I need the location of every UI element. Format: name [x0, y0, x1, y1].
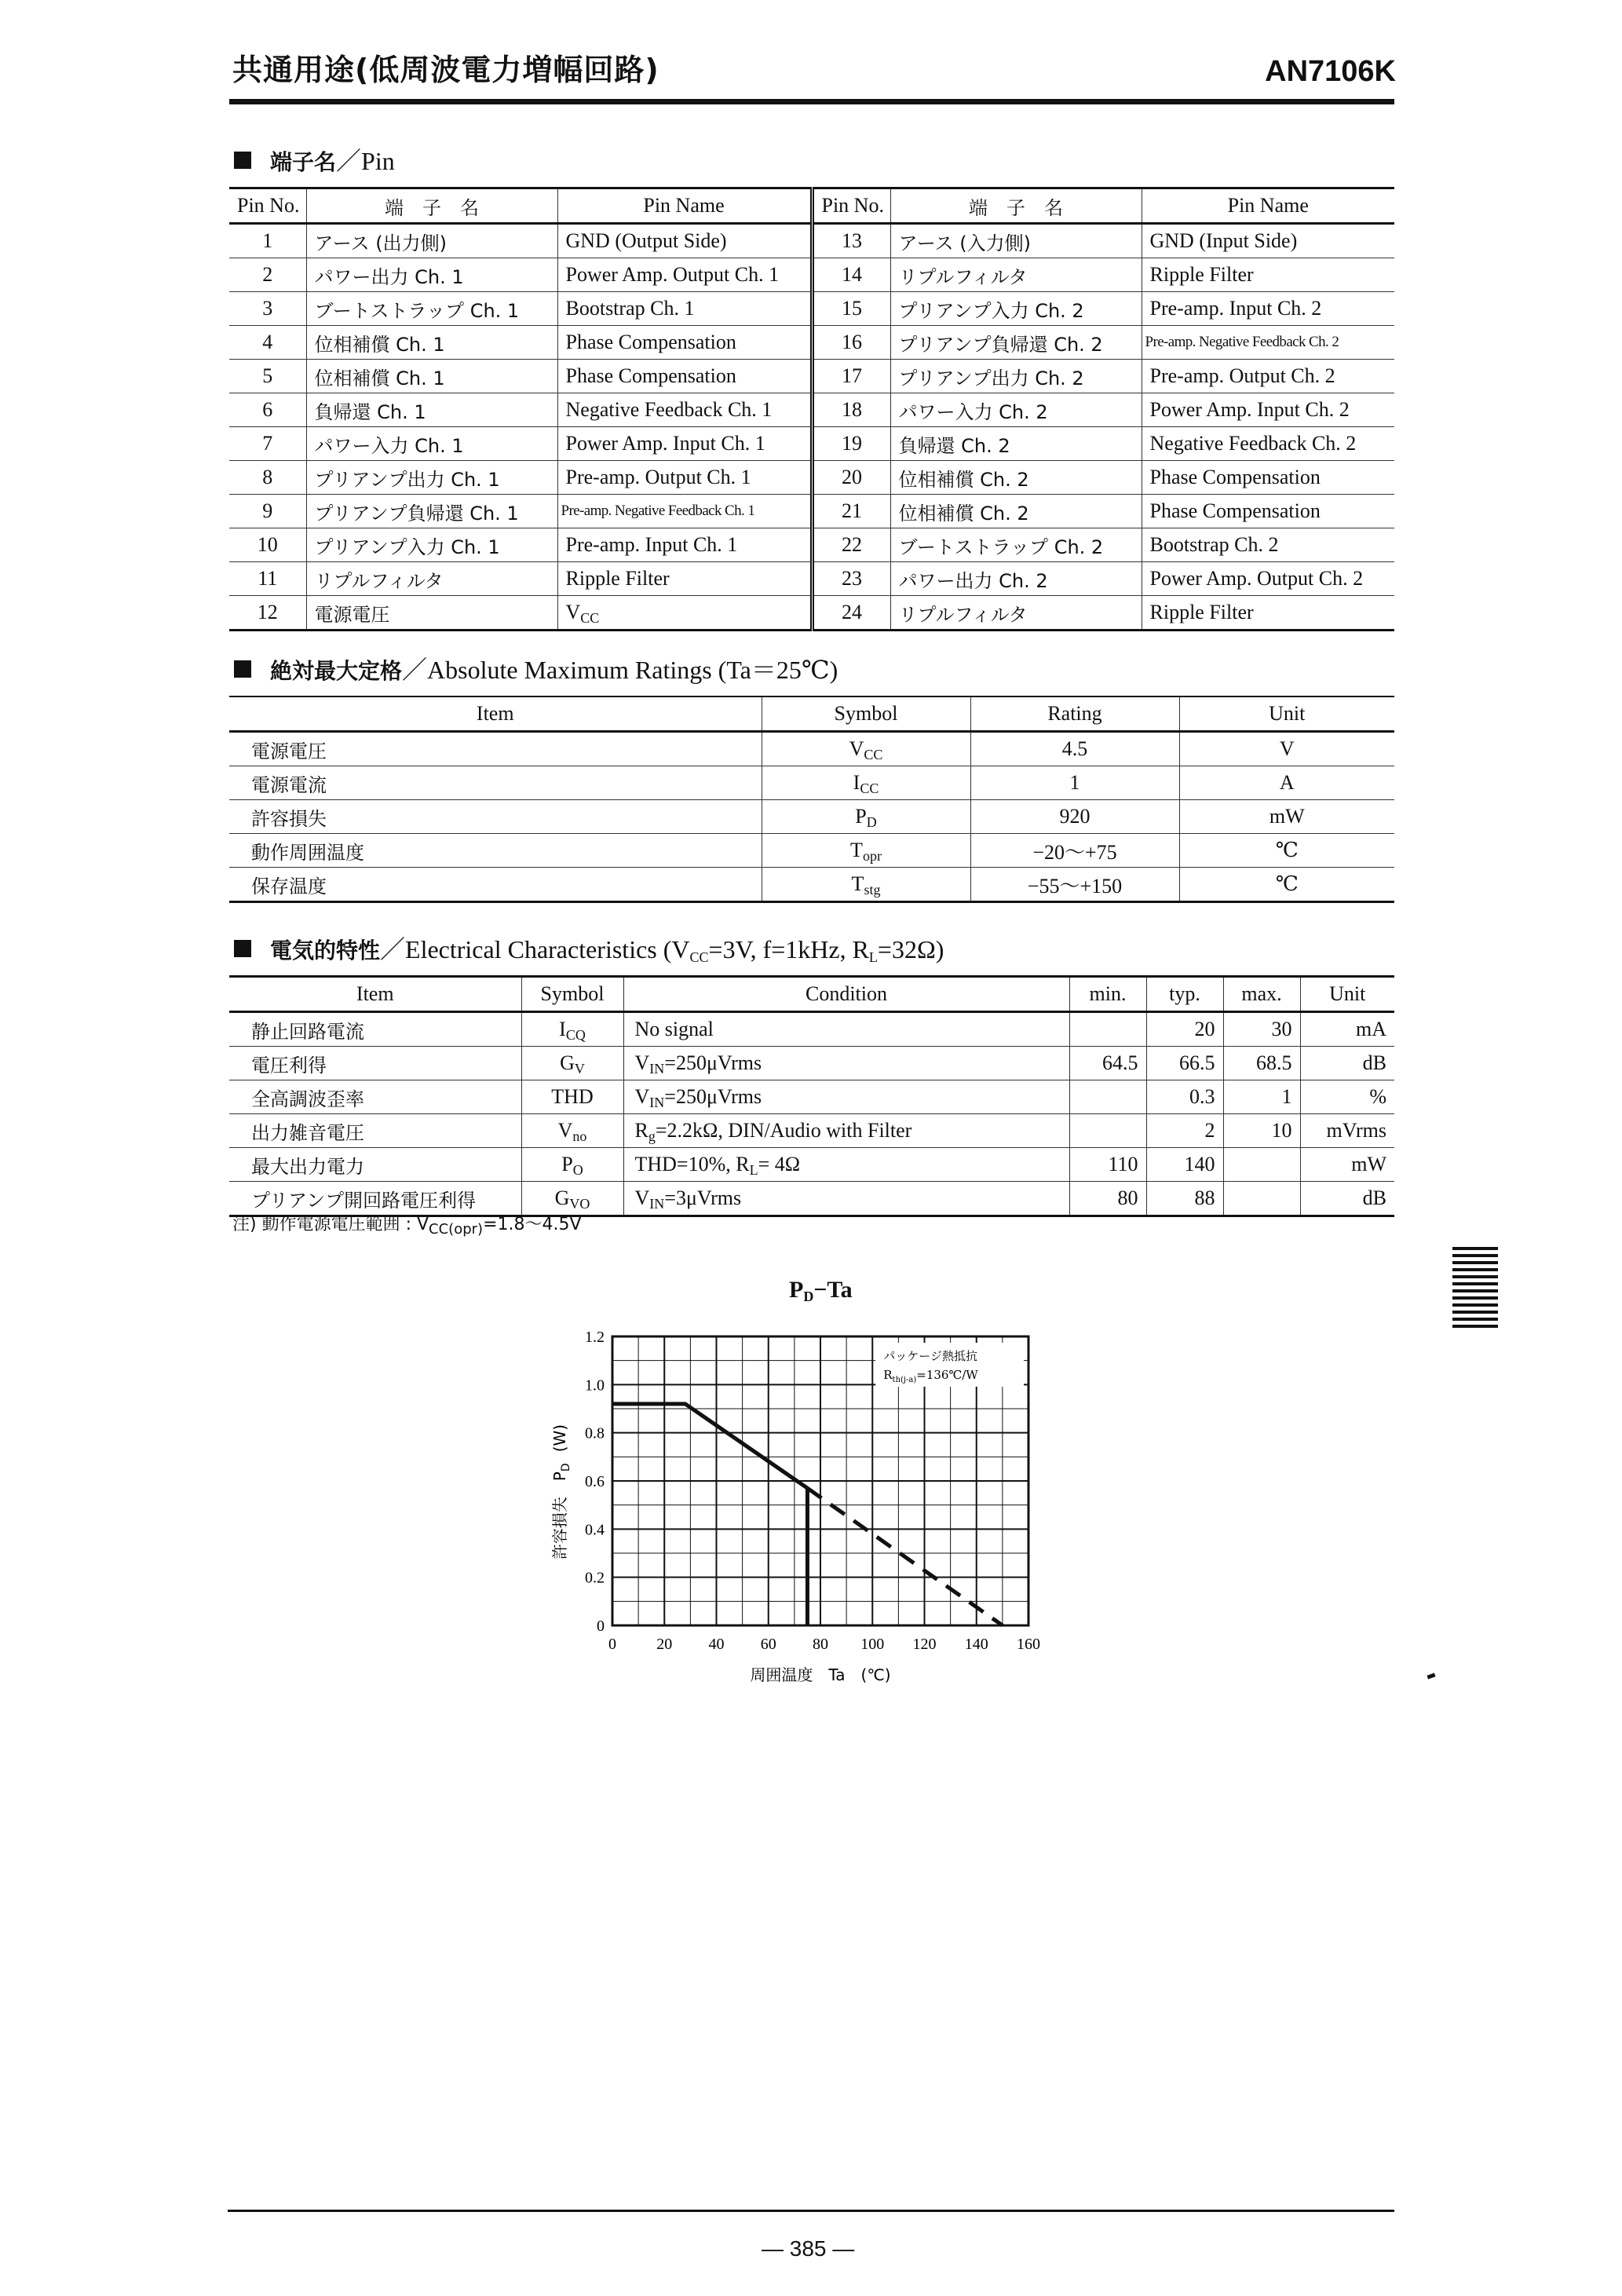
typ-value: 20: [1146, 1012, 1223, 1047]
condition-main: V: [634, 1085, 650, 1108]
header-min: min.: [1069, 977, 1146, 1012]
y-axis-label-unit: (W): [550, 1424, 569, 1453]
terminal-name-jp: プリアンプ出力 Ch. 2: [890, 360, 1142, 393]
pin-name-text: Phase Compensation: [1149, 466, 1321, 488]
unit: mW: [1300, 1148, 1394, 1182]
terminal-name-jp: ブートストラップ Ch. 1: [306, 292, 557, 326]
header-item: Item: [229, 977, 521, 1012]
terminal-name-jp: プリアンプ出力 Ch. 1: [306, 461, 557, 495]
terminal-name-jp: 電源電圧: [306, 596, 557, 631]
section-bullet-icon: [234, 660, 251, 678]
annotation-sub: th(j-a): [892, 1376, 917, 1384]
symbol-sub: V: [574, 1061, 585, 1077]
rating-value: −55〜+150: [970, 868, 1179, 902]
y-tick-label: 1.0: [585, 1377, 605, 1395]
annotation-r: R: [883, 1368, 893, 1382]
pin-name: [1142, 292, 1394, 326]
pin-number: 4: [229, 326, 306, 360]
terminal-name-jp: パワー入力 Ch. 2: [890, 393, 1142, 427]
pin-number: 2: [229, 258, 306, 292]
condition-rest: =250μVrms: [664, 1085, 762, 1108]
pin-name-text: Ripple Filter: [1149, 263, 1254, 286]
symbol-main: T: [850, 839, 863, 861]
pin-name: [1142, 393, 1394, 427]
max-value: [1223, 1182, 1300, 1216]
max-value: 1: [1223, 1080, 1300, 1114]
table-row: [229, 427, 1394, 461]
page-number: — 385 —: [762, 2236, 855, 2261]
symbol: [521, 1114, 623, 1148]
condition-sub: IN: [649, 1061, 665, 1077]
pin-name-text: GND (Output Side): [565, 229, 727, 252]
item-name: 電源電圧: [229, 732, 762, 766]
terminal-name-jp: 位相補償 Ch. 1: [306, 326, 557, 360]
y-axis-label-main: 許容損失 P: [550, 1472, 569, 1560]
part-number: AN7106K: [1265, 55, 1396, 88]
condition: [623, 1047, 1069, 1080]
pin-name-text: Phase Compensation: [565, 364, 736, 387]
terminal-name-jp: プリアンプ負帰還 Ch. 1: [306, 495, 557, 528]
pin-name-text: Power Amp. Input Ch. 2: [1149, 398, 1350, 421]
terminal-name-jp: 負帰還 Ch. 1: [306, 393, 557, 427]
pin-name: [557, 461, 812, 495]
pin-name-text: Power Amp. Output Ch. 1: [565, 263, 780, 286]
table-row: [229, 1148, 1394, 1182]
pin-number: 8: [229, 461, 306, 495]
table-row: [229, 766, 1394, 800]
symbol-main: T: [851, 872, 864, 895]
symbol-sub: CC: [864, 747, 883, 762]
condition-main: R: [634, 1119, 648, 1142]
unit: dB: [1300, 1182, 1394, 1216]
symbol: [521, 1012, 623, 1047]
condition-rest: =3μVrms: [664, 1186, 742, 1209]
footer-rule: [228, 2210, 1394, 2212]
pin-number: 9: [229, 495, 306, 528]
min-value: [1069, 1080, 1146, 1114]
item-name: 許容損失: [229, 800, 762, 834]
condition: [623, 1080, 1069, 1114]
table-row: [229, 1012, 1394, 1047]
symbol-main: P: [855, 805, 867, 828]
pin-name: [557, 292, 812, 326]
item-name: 電圧利得: [229, 1047, 521, 1080]
item-name: 最大出力電力: [229, 1148, 521, 1182]
item-name: プリアンプ開回路電圧利得: [229, 1182, 521, 1216]
header-symbol: Symbol: [762, 696, 970, 732]
header-rating: Rating: [970, 696, 1179, 732]
pin-number: 18: [812, 393, 890, 427]
y-tick-label: 0.8: [585, 1424, 605, 1442]
scan-speck: [1427, 1673, 1435, 1679]
table-row: [229, 562, 1394, 596]
condition-sub: IN: [649, 1196, 665, 1212]
pin-number: 19: [812, 427, 890, 461]
terminal-name-jp: 位相補償 Ch. 1: [306, 360, 557, 393]
abs-max-title: 絶対最大定格／Absolute Maximum Ratings (Ta＝25℃): [234, 650, 838, 686]
table-row: [229, 393, 1394, 427]
condition: [623, 1182, 1069, 1216]
pin-name: [1142, 224, 1394, 258]
header-pin-no: Pin No.: [229, 188, 306, 224]
annotation-rest: =136℃/W: [916, 1368, 978, 1382]
header-typ: typ.: [1146, 977, 1223, 1012]
symbol-sub: stg: [864, 882, 881, 898]
symbol-main: P: [561, 1153, 573, 1175]
table-row: [229, 834, 1394, 868]
terminal-name-jp: プリアンプ負帰還 Ch. 2: [890, 326, 1142, 360]
symbol-main: V: [849, 737, 864, 760]
table-row: [229, 495, 1394, 528]
elec-table: [229, 975, 1394, 1217]
pin-name: [557, 258, 812, 292]
table-row: [229, 596, 1394, 631]
table-row: [229, 528, 1394, 562]
table-row: [229, 224, 1394, 258]
x-tick-label: 140: [964, 1636, 988, 1653]
header-pin-name: Pin Name: [557, 188, 812, 224]
rating-value: 4.5: [970, 732, 1179, 766]
pin-number: 11: [229, 562, 306, 596]
terminal-name-jp: 負帰還 Ch. 2: [890, 427, 1142, 461]
table-row: [229, 360, 1394, 393]
condition-rest: =250μVrms: [664, 1051, 762, 1074]
pin-name-text: Power Amp. Input Ch. 1: [565, 432, 765, 455]
symbol: [762, 766, 970, 800]
y-tick-label: 0.2: [585, 1569, 605, 1587]
symbol-sub: VO: [569, 1196, 590, 1212]
condition-sub: IN: [649, 1095, 665, 1110]
condition: [623, 1148, 1069, 1182]
symbol-main: I: [853, 771, 860, 794]
elec-title: 電気的特性／Electrical Characteristics ($V_{CC}=3V$, f=1kHz, $R_L=32\Omega$): [234, 930, 944, 966]
elec-table-body: [229, 1012, 1394, 1216]
x-tick-label: 120: [912, 1636, 937, 1653]
header-pin-name: Pin Name: [1142, 188, 1394, 224]
series-line-dashed: [807, 1488, 1002, 1625]
unit: %: [1300, 1080, 1394, 1114]
condition-sub: g: [648, 1128, 656, 1144]
y-tick-label: 0: [597, 1618, 605, 1635]
table-row: [229, 461, 1394, 495]
condition-main: No signal: [634, 1018, 714, 1040]
typ-value: 88: [1146, 1182, 1223, 1216]
symbol: [762, 834, 970, 868]
typ-value: 66.5: [1146, 1047, 1223, 1080]
x-tick-label: 60: [760, 1636, 776, 1653]
pin-name: [1142, 427, 1394, 461]
header-item: Item: [229, 696, 762, 732]
header-terminal-name: 端 子 名: [890, 188, 1142, 224]
pin-number: 13: [812, 224, 890, 258]
symbol-sub: CC: [860, 781, 879, 796]
pin-name-text: Phase Compensation: [1149, 499, 1321, 522]
section-index-tab: [1452, 1247, 1498, 1332]
item-name: 全高調波歪率: [229, 1080, 521, 1114]
condition-main: V: [634, 1186, 650, 1209]
pin-number: 3: [229, 292, 306, 326]
pin-section-title: 端子名／Pin: [234, 141, 395, 177]
pin-name-text: Pre-amp. Negative Feedback Ch. 1: [561, 503, 755, 519]
pin-number: 22: [812, 528, 890, 562]
max-value: [1223, 1148, 1300, 1182]
symbol: [521, 1047, 623, 1080]
x-tick-label: 40: [708, 1636, 725, 1653]
pin-name: [557, 495, 812, 528]
pin-number: 1: [229, 224, 306, 258]
table-row: [229, 800, 1394, 834]
condition: [623, 1114, 1069, 1148]
pin-table-body: [229, 224, 1394, 631]
y-tick-label: 1.2: [585, 1329, 605, 1346]
pin-name: [557, 326, 812, 360]
y-axis-label: [550, 1424, 572, 1559]
pin-number: 7: [229, 427, 306, 461]
table-row: [229, 258, 1394, 292]
pin-name: [1142, 495, 1394, 528]
footnote: 注) 動作電源電圧範囲 : $V_{CC(opr)}=1.8$〜4.5V: [232, 1215, 582, 1238]
y-axis-label-sub: D: [560, 1463, 572, 1472]
header-terminal-name: 端 子 名: [306, 188, 557, 224]
condition-main: V: [634, 1051, 650, 1074]
pin-table: [229, 187, 1394, 631]
rating-value: 1: [970, 766, 1179, 800]
symbol: [521, 1080, 623, 1114]
pin-name: [1142, 326, 1394, 360]
pin-name-text: Power Amp. Output Ch. 2: [1149, 567, 1364, 590]
pin-name-text: Pre-amp. Negative Feedback Ch. 2: [1145, 334, 1339, 350]
pin-name-text: Bootstrap Ch. 2: [1149, 533, 1279, 556]
pin-name-text: Bootstrap Ch. 1: [565, 297, 695, 320]
x-tick-label: 100: [860, 1636, 885, 1653]
condition-sub: L: [749, 1162, 758, 1178]
terminal-name-jp: アース (入力側): [890, 224, 1142, 258]
table-row: [229, 326, 1394, 360]
header-condition: Condition: [623, 977, 1069, 1012]
terminal-name-jp: ブートストラップ Ch. 2: [890, 528, 1142, 562]
pin-name-text: Phase Compensation: [565, 331, 736, 353]
header-rule: [229, 99, 1394, 104]
pin-name: [557, 427, 812, 461]
symbol-main: THD: [551, 1085, 594, 1108]
table-row: [229, 1047, 1394, 1080]
unit: mW: [1179, 800, 1394, 834]
symbol: [762, 732, 970, 766]
x-tick-label: 160: [1017, 1636, 1040, 1653]
item-name: 保存温度: [229, 868, 762, 902]
min-value: 80: [1069, 1182, 1146, 1216]
header-symbol: Symbol: [521, 977, 623, 1012]
pin-name-text: Pre-amp. Output Ch. 1: [565, 466, 751, 488]
terminal-name-jp: 位相補償 Ch. 2: [890, 461, 1142, 495]
terminal-name-jp: リプルフィルタ: [890, 596, 1142, 631]
pin-number: 12: [229, 596, 306, 631]
condition-rest: =2.2kΩ, DIN/Audio with Filter: [655, 1119, 912, 1142]
terminal-name-jp: リプルフィルタ: [306, 562, 557, 596]
unit: mA: [1300, 1012, 1394, 1047]
unit: ℃: [1179, 834, 1394, 868]
unit: dB: [1300, 1047, 1394, 1080]
annotation-line1: パッケージ熱抵抗: [883, 1349, 977, 1363]
pin-name-text: Ripple Filter: [1149, 601, 1254, 623]
terminal-name-jp: パワー入力 Ch. 1: [306, 427, 557, 461]
pin-name-text: GND (Input Side): [1149, 229, 1298, 252]
symbol-sub: opr: [862, 848, 882, 864]
x-axis-label: 周囲温度 Ta (℃): [750, 1665, 891, 1684]
rating-value: 920: [970, 800, 1179, 834]
pin-number: 6: [229, 393, 306, 427]
pin-name: [1142, 562, 1394, 596]
table-row: [229, 868, 1394, 902]
max-value: 10: [1223, 1114, 1300, 1148]
symbol: [762, 800, 970, 834]
abs-max-table: [229, 696, 1394, 903]
unit: A: [1179, 766, 1394, 800]
header-max: max.: [1223, 977, 1300, 1012]
min-value: [1069, 1114, 1146, 1148]
pin-number: 14: [812, 258, 890, 292]
pin-name-text: Pre-amp. Output Ch. 2: [1149, 364, 1335, 387]
pin-name: [1142, 360, 1394, 393]
x-tick-label: 20: [656, 1636, 673, 1653]
symbol-main: I: [559, 1018, 566, 1040]
rating-value: −20〜+75: [970, 834, 1179, 868]
pin-name: [557, 596, 812, 631]
condition: [623, 1012, 1069, 1047]
pin-name-text: Pre-amp. Input Ch. 1: [565, 533, 738, 556]
pin-name: [557, 360, 812, 393]
pin-number: 17: [812, 360, 890, 393]
pin-name: [1142, 596, 1394, 631]
pin-number: 10: [229, 528, 306, 562]
unit: mVrms: [1300, 1114, 1394, 1148]
terminal-name-jp: パワー出力 Ch. 2: [890, 562, 1142, 596]
pin-number: 21: [812, 495, 890, 528]
terminal-name-jp: リプルフィルタ: [890, 258, 1142, 292]
pin-number: 24: [812, 596, 890, 631]
x-tick-label: 80: [813, 1636, 828, 1653]
symbol-sub: D: [866, 814, 877, 830]
header-unit: Unit: [1300, 977, 1394, 1012]
pin-name-sub: CC: [580, 610, 600, 626]
terminal-name-jp: プリアンプ入力 Ch. 2: [890, 292, 1142, 326]
typ-value: 2: [1146, 1114, 1223, 1148]
condition-rest: = 4Ω: [758, 1153, 801, 1175]
symbol: [762, 868, 970, 902]
symbol-sub: O: [572, 1162, 583, 1178]
pin-name: [1142, 258, 1394, 292]
pin-name-text: Ripple Filter: [565, 567, 670, 590]
min-value: 110: [1069, 1148, 1146, 1182]
terminal-name-jp: 位相補償 Ch. 2: [890, 495, 1142, 528]
pin-name: [557, 562, 812, 596]
series-line-solid: [612, 1404, 807, 1488]
symbol-sub: no: [572, 1128, 587, 1144]
pin-number: 23: [812, 562, 890, 596]
symbol-main: V: [557, 1119, 573, 1142]
y-tick-label: 0.4: [585, 1521, 605, 1539]
pin-name: [557, 528, 812, 562]
item-name: 静止回路電流: [229, 1012, 521, 1047]
symbol: [521, 1148, 623, 1182]
pin-name: [1142, 461, 1394, 495]
symbol-main: G: [554, 1186, 570, 1209]
pin-number: 15: [812, 292, 890, 326]
pin-number: 20: [812, 461, 890, 495]
symbol-main: G: [560, 1051, 575, 1074]
unit: V: [1179, 732, 1394, 766]
header-pin-no: Pin No.: [812, 188, 890, 224]
abs-max-table-body: [229, 732, 1394, 902]
table-row: [229, 1080, 1394, 1114]
symbol-sub: CQ: [565, 1027, 586, 1043]
pd-ta-chart: [534, 1311, 1099, 1704]
condition-main: THD=10%, R: [634, 1153, 750, 1175]
pin-number: 5: [229, 360, 306, 393]
pin-name: [557, 224, 812, 258]
pin-name: [557, 393, 812, 427]
header-unit: Unit: [1179, 696, 1394, 732]
unit: ℃: [1179, 868, 1394, 902]
min-value: 64.5: [1069, 1047, 1146, 1080]
y-tick-label: 0.6: [585, 1473, 605, 1490]
x-tick-label: 0: [608, 1636, 616, 1653]
document-title: 共通用途(低周波電力増幅回路): [232, 53, 659, 87]
terminal-name-jp: アース (出力側): [306, 224, 557, 258]
terminal-name-jp: パワー出力 Ch. 1: [306, 258, 557, 292]
pin-name-text: Negative Feedback Ch. 1: [565, 398, 773, 421]
section-bullet-icon: [234, 152, 251, 169]
section-bullet-icon: [234, 940, 251, 957]
item-name: 電源電流: [229, 766, 762, 800]
table-row: [229, 732, 1394, 766]
max-value: 68.5: [1223, 1047, 1300, 1080]
pin-name-text: V: [565, 601, 581, 623]
item-name: 動作周囲温度: [229, 834, 762, 868]
table-row: [229, 1114, 1394, 1148]
chart-title: $P_D-Ta$: [789, 1277, 853, 1304]
pin-number: 16: [812, 326, 890, 360]
pin-name: [1142, 528, 1394, 562]
max-value: 30: [1223, 1012, 1300, 1047]
typ-value: 140: [1146, 1148, 1223, 1182]
table-row: [229, 292, 1394, 326]
typ-value: 0.3: [1146, 1080, 1223, 1114]
pin-name-text: Negative Feedback Ch. 2: [1149, 432, 1357, 455]
terminal-name-jp: プリアンプ入力 Ch. 1: [306, 528, 557, 562]
item-name: 出力雑音電圧: [229, 1114, 521, 1148]
pin-name-text: Pre-amp. Input Ch. 2: [1149, 297, 1322, 320]
min-value: [1069, 1012, 1146, 1047]
